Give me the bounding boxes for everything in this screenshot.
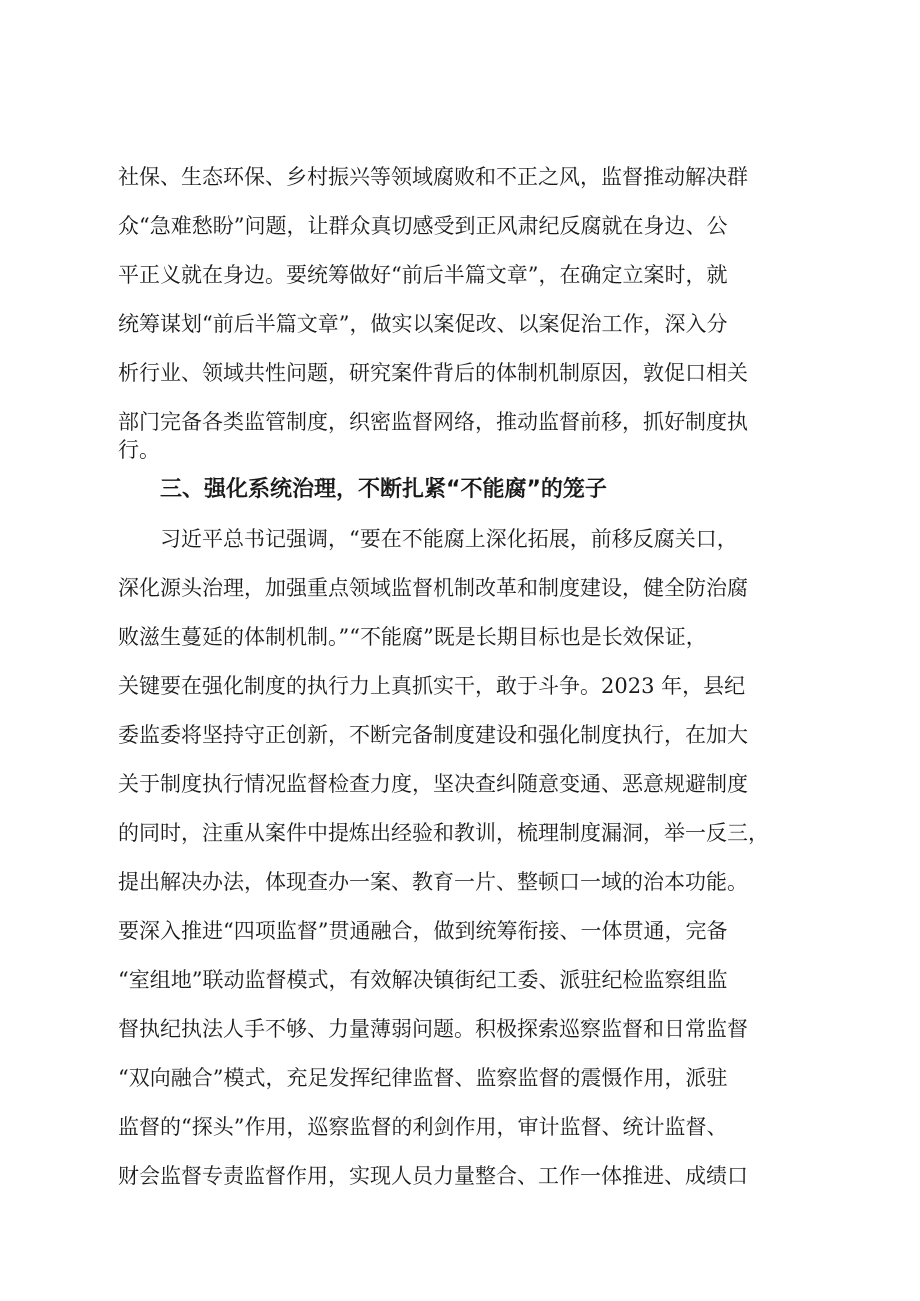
- paragraph-2-line-5: 委监委将坚持守正创新，不断完备制度建设和强化制度执行，在加大: [118, 723, 748, 747]
- paragraph-1-line-7: 行。: [118, 438, 160, 462]
- paragraph-2-line-2: 深化源头治理，加强重点领域监督机制改革和制度建设，健全防治腐: [118, 576, 748, 600]
- paragraph-2-line-7: 的同时，注重从案件中提炼出经验和教训，梳理制度漏洞，举一反三，: [118, 821, 769, 845]
- paragraph-2-line-1: 习近平总书记强调，“要在不能腐上深化拓展，前移反腐关口，: [160, 527, 738, 551]
- paragraph-2-line-8: 提出解决办法，体现查办一案、教育一片、整顿口一域的治本功能。: [118, 870, 748, 894]
- paragraph-2-line-12: “双向融合”模式，充足发挥纪律监督、监察监督的震慑作用，派驻: [118, 1066, 728, 1090]
- paragraph-2-line-14: 财会监督专责监督作用，实现人员力量整合、工作一体推进、成绩口: [118, 1164, 748, 1188]
- paragraph-2-line-4: 关键要在强化制度的执行力上真抓实干，敢于斗争。2023 年，县纪: [118, 674, 746, 698]
- paragraph-1-line-3: 平正义就在身边。要统筹做好“前后半篇文章”，在确定立案时，就: [118, 263, 728, 287]
- paragraph-2-line-6: 关于制度执行情况监督检查力度，坚决查纠随意变通、恶意规避制度: [118, 772, 748, 796]
- paragraph-1-line-1: 社保、生态环保、乡村振兴等领域腐败和不正之风，监督推动解决群: [118, 165, 748, 189]
- paragraph-2-line-13: 监督的“探头”作用，巡察监督的利剑作用，审计监督、统计监督、: [118, 1115, 728, 1139]
- paragraph-2-line-9: 要深入推进“四项监督”贯通融合，做到统筹衔接、一体贯通，完备: [118, 919, 728, 943]
- paragraph-2-line-3: 败滋生蔓延的体制机制。”“不能腐”既是长期目标也是长效保证，: [118, 625, 707, 649]
- paragraph-2-line-10: “室组地”联动监督模式，有效解决镇街纪工委、派驻纪检监察组监: [118, 968, 728, 992]
- paragraph-1-line-2: 众“急难愁盼”问题，让群众真切感受到正风肃纪反腐就在身边、公: [118, 214, 728, 238]
- section-heading: 三、强化系统治理，不断扎紧“不能腐”的笼子: [160, 477, 607, 502]
- paragraph-1-line-5: 析行业、领域共性问题，研究案件背后的体制机制原因，敦促口相关: [118, 361, 748, 385]
- paragraph-1-line-4: 统筹谋划“前后半篇文章”，做实以案促改、以案促治工作，深入分: [118, 312, 728, 336]
- paragraph-1-line-6: 部门完备各类监管制度，织密监督网络，推动监督前移，抓好制度执: [118, 410, 748, 434]
- paragraph-2-line-11: 督执纪执法人手不够、力量薄弱问题。积极探索巡察监督和日常监督: [118, 1017, 748, 1041]
